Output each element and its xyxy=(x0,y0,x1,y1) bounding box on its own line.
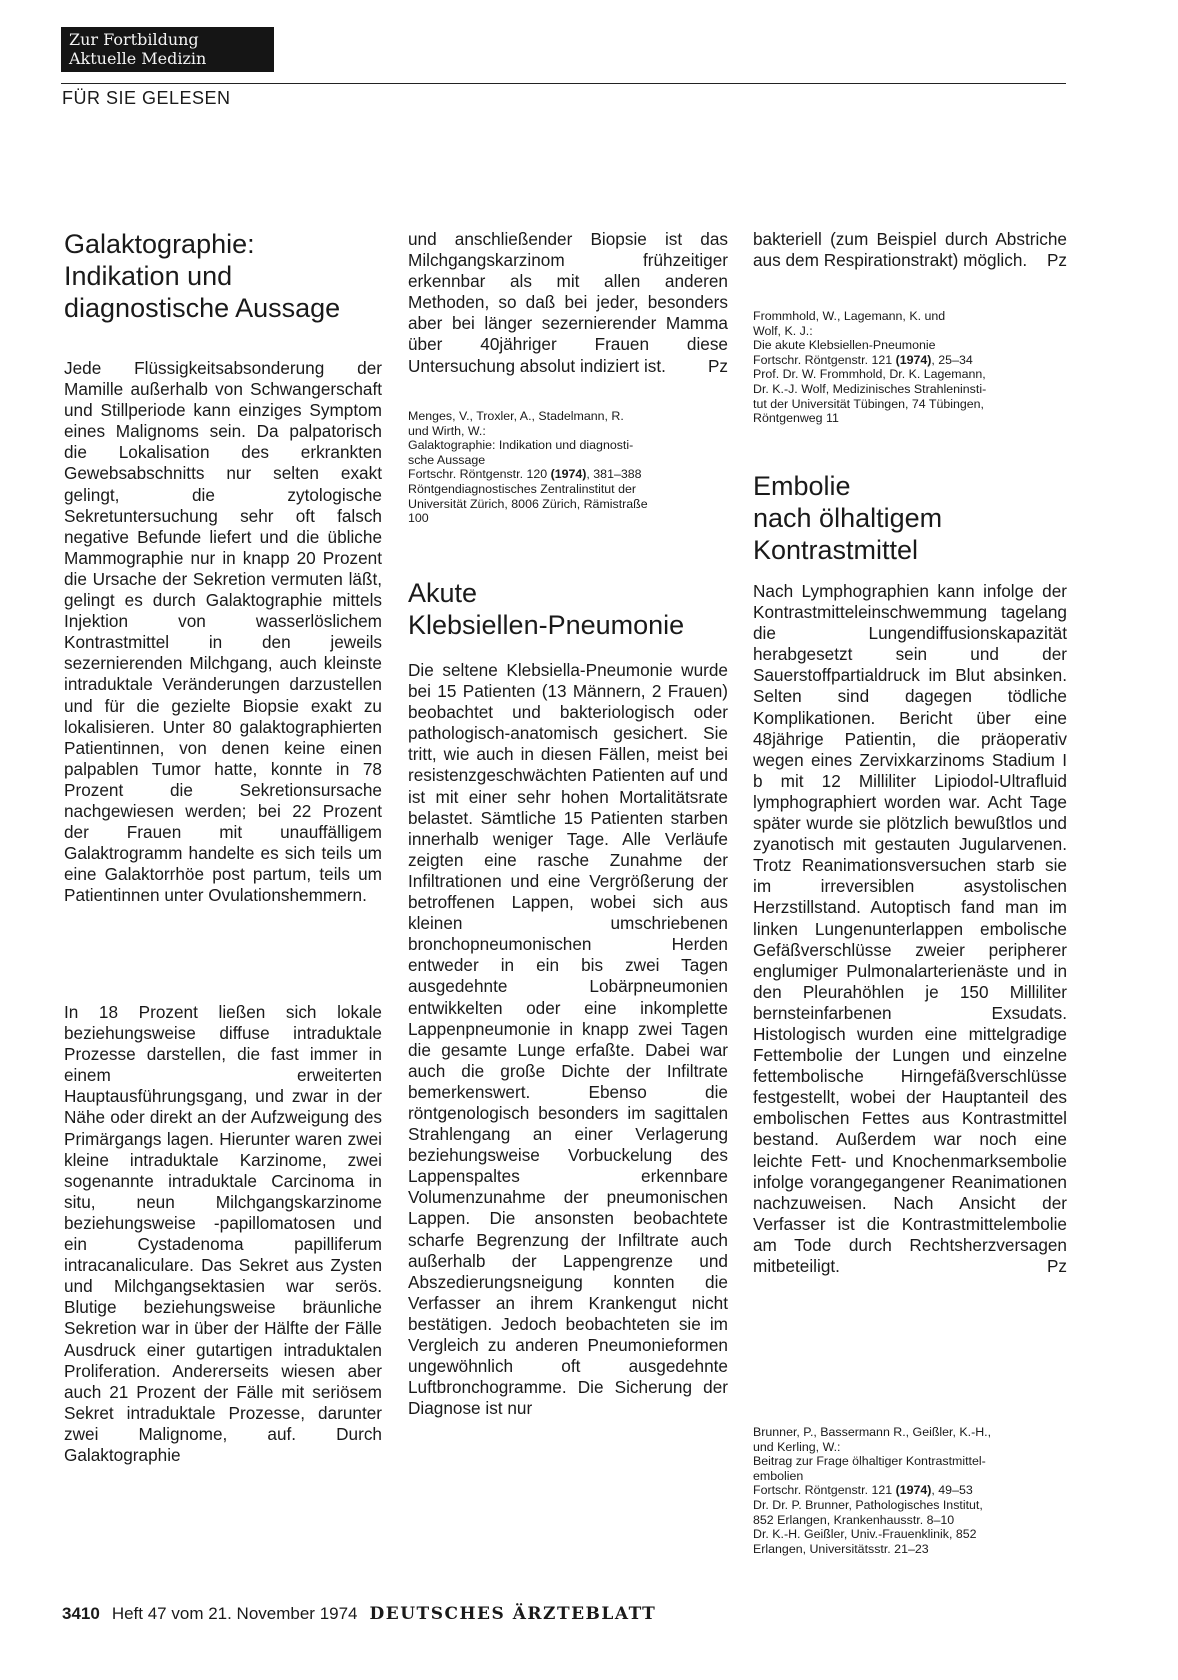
article1-paragraph-2: In 18 Prozent ließen sich lokale beziehungsweise diffuse intraduktale Prozesse darstellen, die fast immer in einem erweiterten Hauptausführungsgang, und zwar in der Nähe oder direkt an der Aufzweigung des Primärgangs lagen. Hierunter waren zwei kleine intraduktale Karzinome, zwei sogenannte intraduktale Carcinoma in situ, neun Milchgangskarzinome beziehungsweise -papillomatosen und ein Cystadenoma papilliferum intracanaliculare. Das Sekret aus Zysten und Milchgangsektasien war serös. Blutige beziehungsweise bräunliche Sekretion war in über der Hälfte der Fälle Ausdruck einer gutartigen intraduktalen Proliferation. Andererseits wiesen aber auch 21 Prozent der Fälle mit seriösem Sekret intraduktale Prozesse, darunter zwei Malignome, auf. Durch Galaktographie xyxy=(64,1002,382,1465)
issue-info: Heft 47 vom 21. November 1974 xyxy=(111,1604,358,1623)
page-number: 3410 xyxy=(62,1604,100,1623)
journal-name: DEUTSCHES ÄRZTEBLATT xyxy=(369,1604,657,1624)
article2-signature: Pz xyxy=(1046,250,1067,271)
article1-continuation xyxy=(408,229,728,377)
article1-title: Galaktographie: Indikation und diagnostische Aussage xyxy=(64,229,341,323)
article2-paragraph: Die seltene Klebsiella-Pneumonie wurde bei 15 Patienten (13 Männern, 2 Frauen) beobachtet und bakteriologisch oder pathologisch-anatomisch gesichert. Sie tritt, wie auch in diesen Fällen, meist bei resistenzgeschwächten Patienten auf und ist mit einer sehr hohen Mortalitätsrate belastet. Sämtliche 15 Patienten starben innerhalb weniger Tage. Alle Verläufe zeigten eine rasche Zunahme der Infiltrationen und eine Vergrößerung der betroffenen Lappen, wobei sich aus kleinen umschriebenen bronchopneumonischen Herden entweder in ein bis zwei Tagen ausgedehnte Lobärpneumonien entwikkelten oder eine inkomplette Lappenpneumonie in knapp zwei Tagen die gesamte Lunge erfaßte. Dabei war auch die große Dichte der Infiltrate bemerkenswert. Ebenso die röntgenologisch besonders im sagittalen Strahlengang an einer Verlagerung beziehungsweise Vorbuckelung des Lappenspaltes erkennbare Volumenzunahme der pneumonischen Lappen. Die ansonsten beobachtete scharfe Begrenzung der Infiltrate auch außerhalb der Lappengrenze und Abszedierungsneigung konnten die Verfasser an ihrem Krankengut nicht bestätigen. Jedoch beobachteten sie im Vergleich zu anderen Pneumonieformen ungewöhnlich oft ausgedehnte Luftbronchogramme. Die Sicherung der Diagnose ist nur xyxy=(408,660,728,1419)
article1-signature: Pz xyxy=(707,355,728,376)
section-label: FÜR SIE GELESEN xyxy=(62,88,231,108)
rubric-line-1: Zur Fortbildung xyxy=(69,30,199,49)
article1-continuation-text: und anschließender Biopsie ist das Milchgangskarzinom frühzeitiger erkennbar als mit allen anderen Methoden, so daß bei jeder, besonders aber bei länger sezernierender Mamma über 40jähriger Frauen diese Untersuchung absolut indiziert ist. xyxy=(408,229,728,376)
article3-reference: Brunner, P., Bassermann R., Geißler, K.-H., und Kerling, W.: Beitrag zur Frage ölhaltiger Kontrastmittel- embolien Fortschr. Röntgenstr. 121 (1974), 49–53 Dr. Dr. P. Brunner, Pathologisches Institut, 852 Erlangen, Krankenhausstr. 8–10 Dr. K.-H. Geißler, Univ.-Frauenklinik, 852 Erlangen, Universitätsstr. 21–23 xyxy=(753,1425,992,1556)
article2-reference: Frommhold, W., Lagemann, K. und Wolf, K. J.: Die akute Klebsiellen-Pneumonie Fortschr. Röntgenstr. 121 (1974), 25–34 Prof. Dr. W. Frommhold, Dr. K. Lagemann, Dr. K.-J. Wolf, Medizinisches Strahleninsti- tut der Universität Tübingen, 74 Tübingen, Röntgenweg 11 xyxy=(753,309,987,426)
header-rule xyxy=(61,83,1066,84)
page-footer xyxy=(62,1604,656,1624)
article1-paragraph-1: Jede Flüssigkeitsabsonderung der Mamille außerhalb von Schwangerschaft und Stillperiode kann einziges Symptom eines Malignoms sein. Da palpatorisch die Lokalisation des erkrankten Gewebsabschnitts nur selten exakt gelingt, die zytologische Sekretuntersuchung sehr oft falsch negative Befunde liefert und die übliche Mammographie nur in knapp 20 Prozent die Ursache der Sekretion vermuten läßt, gelingt es durch Galaktographie mittels Injektion von wasserlöslichem Kontrastmittel in den jeweils sezernierenden Milchgang, auch kleinste intraduktale Veränderungen darzustellen und für die gezielte Biopsie exakt zu lokalisieren. Unter 80 galaktographierten Patientinnen, von denen keine einen palpablen Tumor hatte, konnte in 78 Prozent die Sekretionsursache nachgewiesen werden; bei 22 Prozent der Frauen mit unauffälligem Galaktrogramm handelte es sich teils um eine Galaktorrhöe post partum, teils um Patientinnen unter Ovulationshemmern. xyxy=(64,358,382,906)
article2-title: Akute Klebsiellen-Pneumonie xyxy=(408,578,685,640)
article3-signature: Pz xyxy=(1046,1256,1067,1276)
article3-paragraph xyxy=(753,581,1067,1277)
article1-reference: Menges, V., Troxler, A., Stadelmann, R. und Wirth, W.: Galaktographie: Indikation und diagnosti- sche Aussage Fortschr. Röntgenstr. 120 (1974), 381–388 Röntgendiagnostisches Zentralinstitut der Universität Zürich, 8006 Zürich, Rämistraße 100 xyxy=(408,409,648,526)
rubric-label xyxy=(61,27,274,72)
article2-continuation-text: bakteriell (zum Beispiel durch Abstriche aus dem Respirationstrakt) möglich. xyxy=(753,229,1067,271)
article2-continuation xyxy=(753,229,1067,271)
article3-paragraph-text: Nach Lymphographien kann infolge der Kontrastmitteleinschwemmung tagelang die Lungendiffusionskapazität herabgesetzt sein und der Sauerstoffpartialdruck im Blut absinken. Selten sind dagegen tödliche Komplikationen. Bericht über eine 48jährige Patientin, die präoperativ wegen eines Zervixkarzinoms Stadium I b mit 12 Milliliter Lipiodol-Ultrafluid lymphographiert worden war. Acht Tage später wurde sie plötzlich bewußtlos und zyanotisch mit gestauten Jugularvenen. Trotz Reanimationsversuchen starb sie im irreversiblen asystolischen Herzstillstand. Autoptisch fand man im linken Lungenunterlappen embolische Gefäßverschlüsse zweier peripherer englumiger Pulmonalarterienäste und in den Pleurahöhlen je 150 Milliliter bernsteinfarbenen Exsudats. Histologisch wurden eine mittelgradige Fettembolie der Lungen und einzelne fettembolische Hirngefäßverschlüsse festgestellt, wobei der Hauptanteil des embolischen Fettes aus Kontrastmittel bestand. Außerdem war noch eine leichte Fett- und Knochenmarksembolie infolge vorangegangener Reanimationen nachzuweisen. Nach Ansicht der Verfasser ist die Kontrastmittelembolie am Tode durch Rechtsherzversagen mitbeteiligt. xyxy=(753,581,1067,1276)
article3-title: Embolie nach ölhaltigem Kontrastmittel xyxy=(753,471,943,565)
rubric-line-2: Aktuelle Medizin xyxy=(69,49,207,68)
